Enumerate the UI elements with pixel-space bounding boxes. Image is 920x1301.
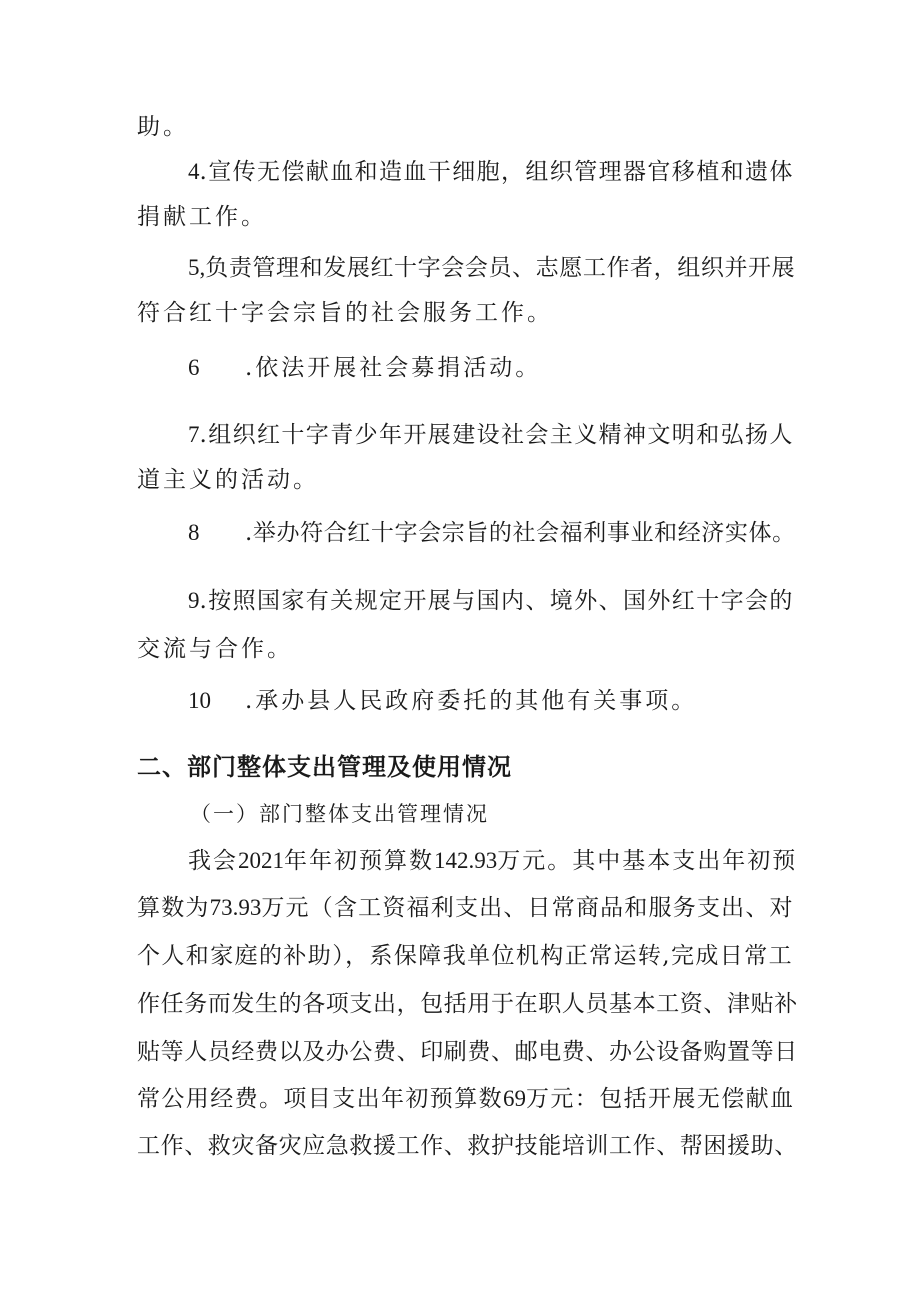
paragraph-3-tail: [137, 112, 797, 142]
paragraph-text: 道主义的活动。: [137, 467, 319, 493]
paragraph-text: .按照国家有关规定开展与国内、境外、国外红十字会的: [199, 588, 794, 614]
body-text: 万元：包括开展无偿献血: [526, 1086, 795, 1112]
body-line-5: [137, 1037, 797, 1067]
item-number: 7: [188, 422, 200, 447]
paragraph-text: 捐献工作。: [137, 204, 267, 230]
paragraph-text: 符合红十字会宗旨的社会服务工作。: [137, 300, 553, 326]
paragraph-text: .举办符合红十字会宗旨的社会福利事业和经济实体。: [245, 520, 796, 546]
body-text: 万元（含工资福利支出、日常商品和服务支出、对: [261, 895, 794, 921]
body-text: 算数为: [137, 895, 210, 921]
body-text: 我会: [188, 848, 238, 874]
body-text: 贴等人员经费以及办公费、印刷费、邮电费、办公设备购置等日: [137, 1039, 798, 1065]
paragraph-9-line-2: [137, 634, 797, 664]
subsection-heading: （一）部门整体支出管理情况: [190, 802, 489, 826]
body-line-7: [137, 1131, 797, 1161]
basic-expense-value: 73.93: [209, 895, 262, 920]
body-text: 年年初预算数: [284, 848, 434, 874]
item-number: 8: [188, 520, 200, 545]
paragraph-8: [188, 518, 798, 548]
paragraph-4-line-2: [137, 202, 797, 232]
paragraph-4-line-1: [188, 157, 798, 187]
body-line-4: [137, 989, 797, 1019]
section-heading: 二、部门整体支出管理及使用情况: [137, 753, 512, 781]
budget-total-value: 142.93: [434, 848, 498, 873]
body-text: 个人和家庭的补助），系保障我单位机构正常运转,完成日常工: [137, 943, 794, 969]
body-text: 万元。其中基本支出年初预: [497, 848, 798, 874]
item-number: 4: [188, 159, 200, 184]
item-number: 9: [188, 588, 200, 613]
paragraph-text: .承办县人民政府委托的其他有关事项。: [245, 688, 698, 714]
paragraph-9-line-1: [188, 586, 798, 616]
year-value: 2021: [238, 848, 284, 873]
paragraph-7-line-2: [137, 465, 797, 495]
body-line-6: [137, 1084, 797, 1114]
paragraph-text: 助。: [137, 114, 189, 140]
paragraph-6: [188, 353, 798, 383]
body-text: 工作、救灾备灾应急救援工作、救护技能培训工作、帮困援助、: [137, 1133, 798, 1159]
item-number: 5,: [188, 255, 206, 280]
body-line-2: [137, 893, 797, 923]
item-number: 10: [188, 688, 211, 713]
project-expense-value: 69: [503, 1086, 526, 1111]
item-number: 6: [188, 355, 200, 380]
paragraph-text: .依法开展社会募捐活动。: [245, 355, 542, 381]
paragraph-text: 交流与合作。: [137, 636, 293, 662]
body-line-1: [188, 846, 798, 876]
paragraph-10: [188, 686, 798, 716]
body-text: 作任务而发生的各项支出，包括用于在职人员基本工资、津贴补: [137, 991, 798, 1017]
body-line-3: [137, 941, 797, 971]
paragraph-text: .宣传无偿献血和造血干细胞，组织管理器官移植和遗体: [199, 159, 794, 185]
paragraph-5-line-2: [137, 298, 797, 328]
paragraph-5-line-1: [188, 253, 798, 283]
body-text: 常公用经费。项目支出年初预算数: [137, 1086, 503, 1112]
paragraph-text: .组织红十字青少年开展建设社会主义精神文明和弘扬人: [199, 422, 794, 448]
paragraph-7-line-1: [188, 420, 798, 450]
paragraph-text: 负责管理和发展红十字会会员、志愿工作者，组织并开展: [205, 255, 796, 281]
